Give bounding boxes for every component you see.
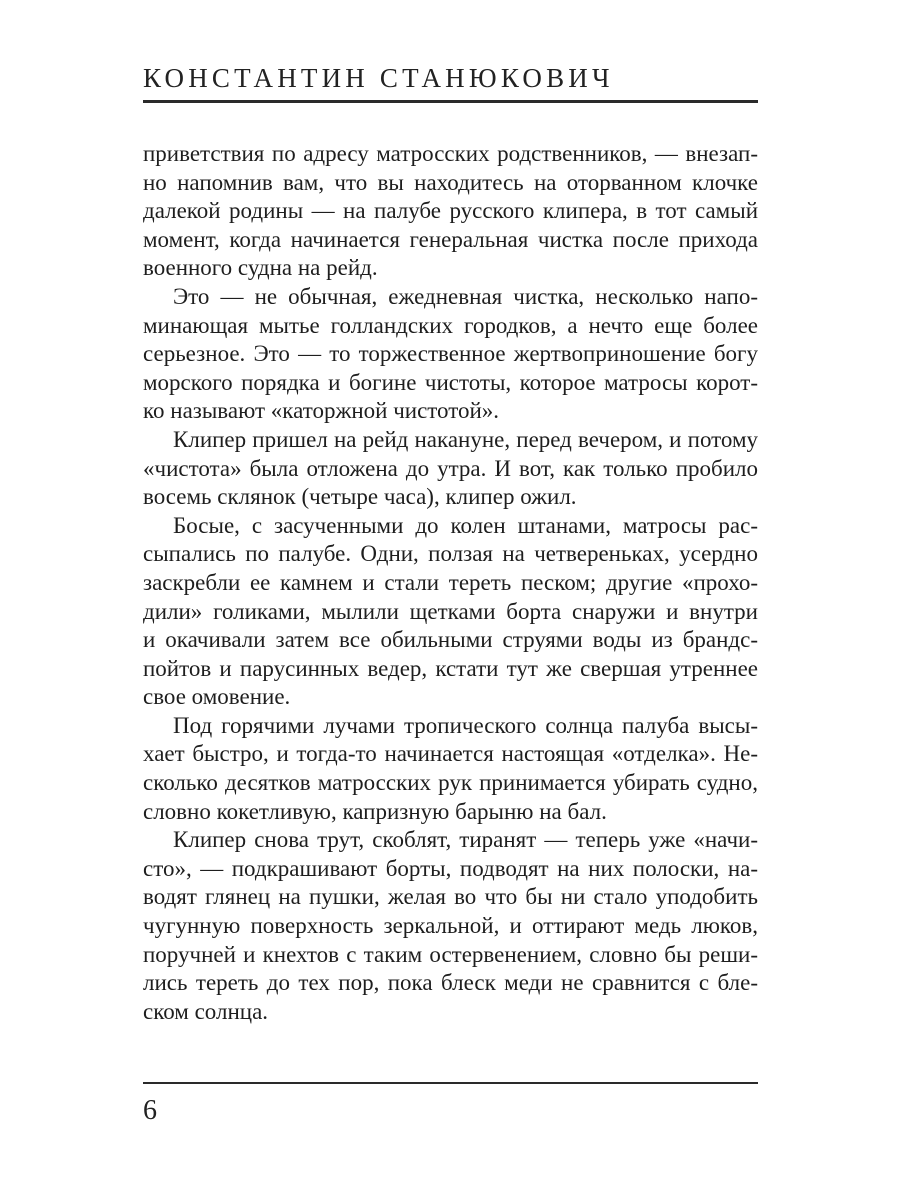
text-line: сыпались по палубе. Одни, ползая на четвереньках, усердно bbox=[143, 541, 758, 567]
text-line: военного судна на рейд. bbox=[143, 255, 378, 281]
text-line: Клипер снова трут, скоблят, тиранят — теперь уже «начи- bbox=[173, 827, 758, 853]
text-line: и окачивали затем все обильными струями воды из брандс- bbox=[143, 627, 758, 653]
text-line: Под горячими лучами тропического солнца палуба высы- bbox=[173, 712, 758, 738]
text-line: словно кокетливую, капризную барыню на бал. bbox=[143, 798, 607, 824]
text-line: минающая мытье голландских городков, а нечто еще более bbox=[143, 312, 758, 338]
body-text bbox=[143, 140, 758, 1026]
text-line: «чистота» была отложена до утра. И вот, как только пробило bbox=[143, 455, 758, 481]
text-line: водят глянец на пушки, желая во что бы ни стало уподобить bbox=[143, 884, 758, 910]
text-line: Это — не обычная, ежедневная чистка, несколько напо- bbox=[173, 283, 758, 309]
text-line: дили» голиками, мылили щетками борта снаружи и внутри bbox=[143, 598, 758, 624]
text-line: ском солнца. bbox=[143, 998, 269, 1024]
text-line: свое омовение. bbox=[143, 684, 291, 710]
footer-divider bbox=[143, 1082, 758, 1084]
text-line: момент, когда начинается генеральная чистка после прихода bbox=[143, 226, 758, 252]
page-number: 6 bbox=[143, 1095, 157, 1126]
text-line: приветствия по адресу матросских родственников, — внезап- bbox=[143, 141, 758, 166]
text-line: чугунную поверхность зеркальной, и оттирают медь люков, bbox=[143, 913, 758, 939]
text-line: далекой родины — на палубе русского клипера, в тот самый bbox=[143, 198, 758, 224]
text-line: серьезное. Это — то торжественное жертвоприношение богу bbox=[143, 341, 758, 367]
text-line: сколько десятков матросских рук принимается убирать судно, bbox=[143, 770, 758, 796]
text-line: Босые, с засученными до колен штанами, матросы рас- bbox=[173, 512, 758, 538]
text-line: Клипер пришел на рейд накануне, перед вечером, и потому bbox=[173, 426, 758, 452]
text-line: ко называют «каторжной чистотой». bbox=[143, 398, 500, 424]
text-line: но напомнив вам, что вы находитесь на оторванном клочке bbox=[143, 169, 758, 195]
text-line: заскребли ее камнем и стали тереть песком; другие «прохо- bbox=[143, 569, 758, 595]
text-line: сто», — подкрашивают борты, подводят на них полоски, на- bbox=[143, 855, 758, 881]
text-line: пойтов и парусинных ведер, кстати тут же свершая утреннее bbox=[143, 655, 758, 681]
text-line: поручней и кнехтов с таким остервенением, словно бы реши- bbox=[143, 941, 758, 967]
text-line: хает быстро, и тогда-то начинается настоящая «отделка». Не- bbox=[143, 741, 758, 767]
text-line: лись тереть до тех пор, пока блеск меди не сравнится с бле- bbox=[143, 970, 758, 996]
header-divider bbox=[143, 100, 758, 103]
text-line: восемь склянок (четыре часа), клипер ожил. bbox=[143, 484, 577, 510]
running-header-author: КОНСТАНТИН СТАНЮКОВИЧ bbox=[143, 63, 614, 93]
text-line: морского порядка и богине чистоты, которое матросы корот- bbox=[143, 369, 758, 395]
